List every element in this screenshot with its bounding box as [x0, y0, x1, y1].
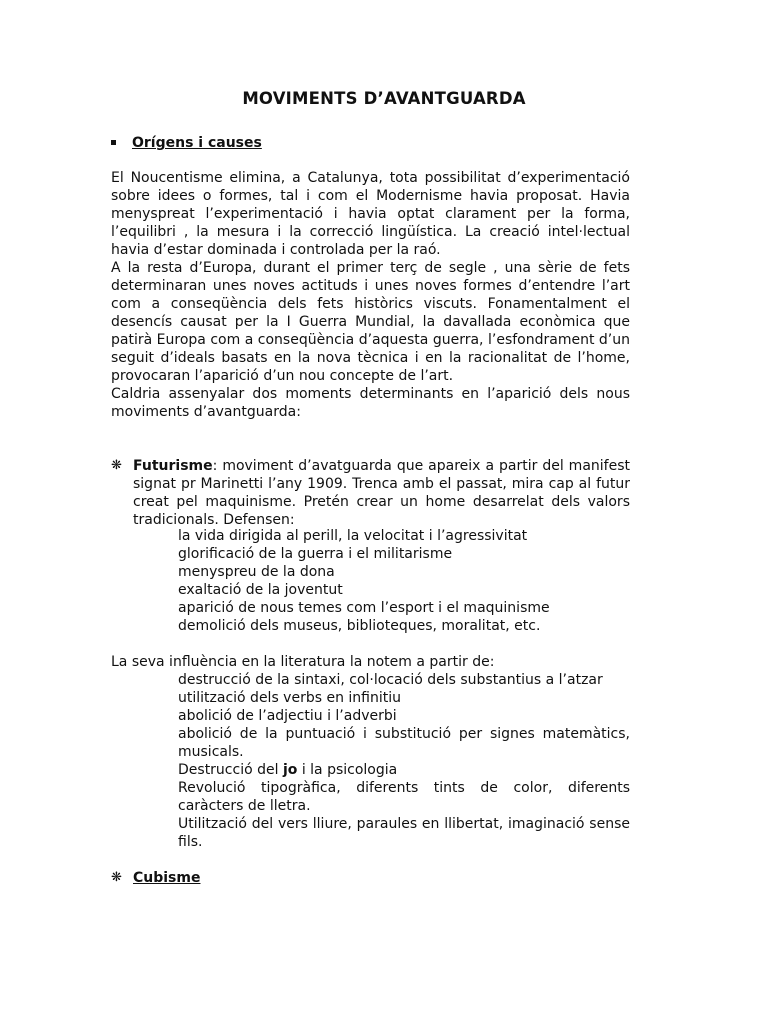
asterisk-bullet-icon: ❋ — [111, 870, 122, 885]
cubisme-text — [133, 869, 630, 887]
defensen-list — [178, 527, 630, 635]
list-item: abolició de la puntuació i substitució per signes matemàtics, musicals. — [178, 726, 630, 760]
list-item: Utilització del vers lliure, paraules en llibertat, imaginació sense fils. — [178, 816, 630, 850]
list-item: exaltació de la joventut — [178, 582, 343, 598]
futurisme-term: Futurisme — [133, 458, 213, 474]
list-item: menyspreu de la dona — [178, 564, 335, 580]
futurisme-text — [133, 457, 630, 529]
list-item: Revolució tipogràfica, diferents tints de color, diferents caràcters de lletra. — [178, 780, 630, 814]
cubisme-term: Cubisme — [133, 870, 201, 886]
destruccio-pre: Destrucció del — [178, 762, 283, 778]
paragraph-noucentisme: El Noucentisme elimina, a Catalunya, tota possibilitat d’experimentació sobre idees o formes, tal i com el Modernisme havia proposat. Havia menyspreat l’experimentació i havia optat clarament per la forma, l’equilibri , la mesura i la correcció lingüística. La creació intel·lectual havia d’estar dominada i controlada per la raó. — [111, 170, 630, 258]
futurisme-description: : moviment d’avatguarda que apareix a partir del manifest signat pr Marinetti l’any 1909. Trenca amb el passat, mira cap al futur creat pel maquinisme. Pretén crear un home desarrelat dels valors tradicionals. Defensen: — [133, 458, 630, 528]
section-heading-label: Orígens i causes — [132, 135, 262, 151]
list-item: glorificació de la guerra i el militarisme — [178, 546, 453, 562]
asterisk-bullet-icon: ❋ — [111, 458, 122, 473]
destruccio-post: i la psicologia — [297, 762, 398, 778]
list-item: demolició dels museus, biblioteques, moralitat, etc. — [178, 618, 541, 634]
list-item: utilització dels verbs en infinitiu — [178, 690, 402, 706]
list-item: la vida dirigida al perill, la velocitat i l’agressivitat — [178, 528, 528, 544]
list-item: aparició de nous temes com l’esport i el maquinisme — [178, 600, 550, 616]
paragraph-influencia: La seva influència en la literatura la notem a partir de: — [111, 654, 495, 670]
destruccio-bold: jo — [282, 762, 298, 778]
paragraph-europa: A la resta d’Europa, durant el primer terç de segle , una sèrie de fets determinaran unes noves actituds i unes noves formes d’entendre l’art com a conseqüència dels fets històrics viscuts. Fonamentalment el desencís causat per la I Guerra Mundial, la davallada econòmica que patirà Europa com a conseqüència d’aquesta guerra, l’esfondrament d’un seguit d’ideals basats en la nova tècnica i en la racionalitat de l’home, provocaran l’aparició d’un nou concepte de l’art. — [111, 260, 630, 384]
list-item: abolició de l’adjectiu i l’adverbi — [178, 708, 397, 724]
section-heading-origens — [111, 134, 262, 152]
bullet-cubisme — [111, 869, 630, 887]
square-bullet-icon — [111, 140, 116, 145]
list-item: destrucció de la sintaxi, col·locació dels substantius a l’atzar — [178, 672, 603, 688]
influencia-list — [178, 671, 630, 851]
page-title: MOVIMENTS D’AVANTGUARDA — [242, 89, 526, 108]
list-item — [178, 761, 630, 779]
bullet-futurisme — [111, 457, 630, 529]
paragraph-moments: Caldria assenyalar dos moments determinants en l’aparició dels nous moviments d’avantguarda: — [111, 386, 630, 420]
